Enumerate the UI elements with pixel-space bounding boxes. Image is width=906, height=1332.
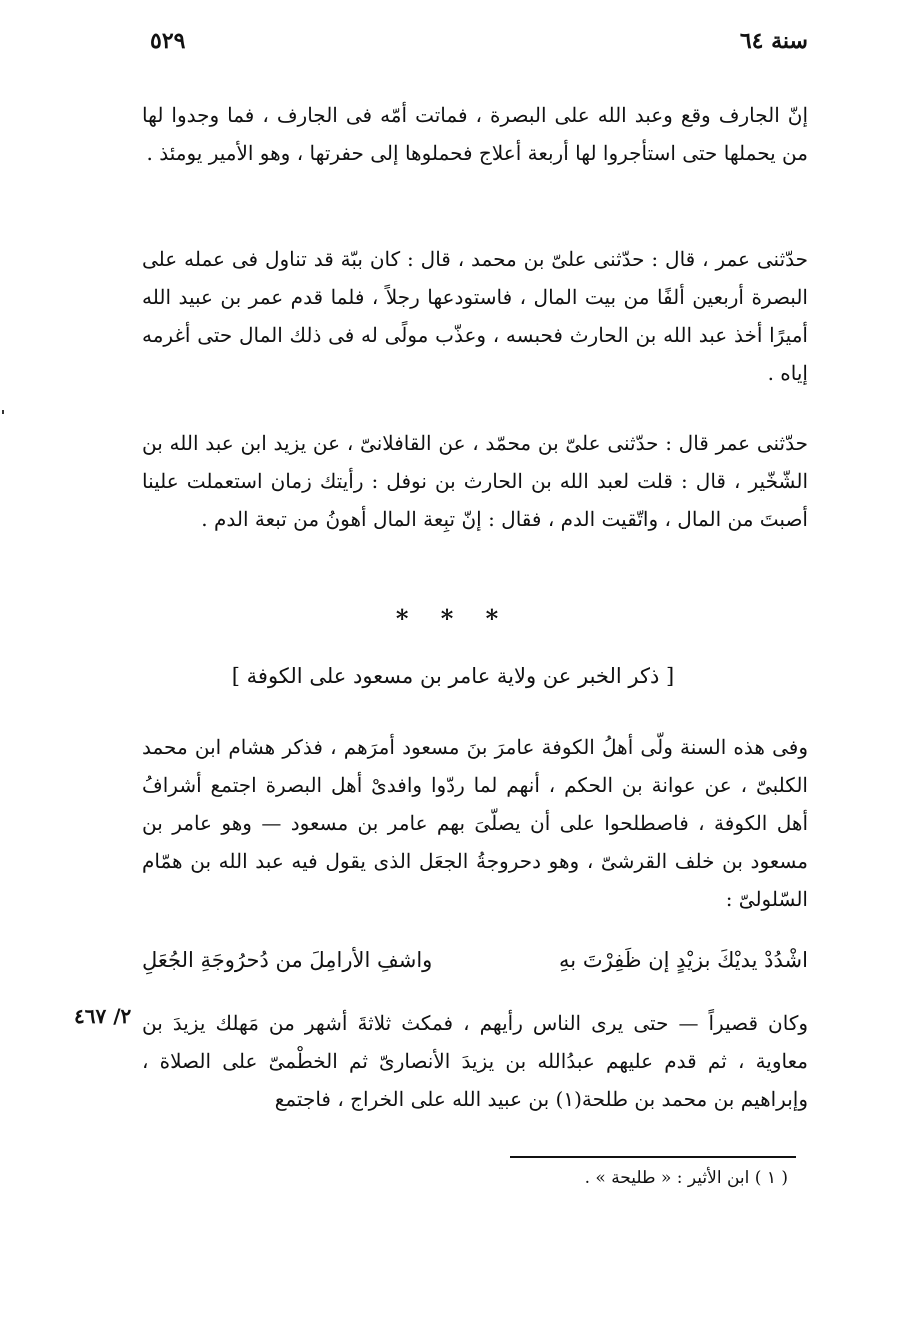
section-heading: [ ذكر الخبر عن ولاية عامر بن مسعود على الكوفة ]: [231, 664, 675, 688]
paragraph-2: حدّثنى عمر ، قال : حدّثنى علىّ بن محمد ، قال : كان ببّة قد تناول فى عمله على البصرة أربعين ألفًا من بيت المال ، فاستودعها رجلاً ، فلما قدم عمر بن عبيد الله أميرًا أخذ عبد الله بن الحارث فحبسه ، وعذّب مولًى له فى ذلك المال حتى أغرمه إياه .: [142, 247, 808, 385]
page-number: ٥٢٩: [150, 28, 186, 54]
paragraph-3: حدّثنى عمر قال : حدّثنى علىّ بن محمّد ، عن القافلانىّ ، عن يزيد ابن عبد الله بن الشّخّير ، قال : قلت لعبد الله بن الحارث بن نوفل : رأيتك زمان استعملت علينا أصبتَ من المال ، واتّقيت الدم ، فقال : إنّ تبِعة المال أهونُ من تبعة الدم .: [142, 431, 808, 531]
margin-reference: ٢/ ٤٦٧: [74, 1004, 132, 1028]
final-paragraph: وكان قصيراً — حتى يرى الناس رأيهم ، فمكث ثلاثةَ أشهر من مَهلك يزيدَ بن معاوية ، ثم قدم عليهم عبدُالله بن يزيدَ الأنصارىّ ثم الخطْمىّ على الصلاة ، وإبراهيم بن محمد بن طلحة(١) بن عبيد الله على الخراج ، فاجتمع: [142, 1011, 808, 1111]
running-head: سنة ٦٤: [739, 28, 808, 54]
footnote-rule: [510, 1156, 796, 1158]
section-paragraph: وفى هذه السنة ولّى أهلُ الكوفة عامرَ بنَ مسعود أمرَهم ، فذكر هشام ابن محمد الكلبىّ ، عن عوانة بن الحكم ، أنهم لما ردّوا وافدىْ أهل البصرة اجتمع أشرافُ أهل الكوفة ، فاصطلحوا على أن يصلّىَ بهم عامر بن مسعود — وهو عامر بن مسعود بن خلف القرشىّ ، وهو دحروجةُ الجعَل الذى يقول فيه عبد الله بن همّام السّلولىّ :: [142, 735, 808, 911]
footnote: ( ١ ) ابن الأثير : « طليحة » .: [584, 1168, 788, 1188]
verse-first-hemistich: اشْدُدْ يديْكَ بزيْدٍ إن ظَفِرْتَ بهِ: [559, 948, 808, 972]
verse-second-hemistich: واشفِ الأرامِلَ من دُحرُوجَةِ الجُعَلِ: [142, 948, 433, 972]
paragraph-1: إنّ الجارف وقع وعبد الله على البصرة ، فماتت أمّه فى الجارف ، فما وجدوا لها من يحملها حتى استأجروا لها أربعة أعلاج فحملوها إلى حفرتها ، وهو الأمير يومئذ .: [142, 103, 808, 165]
poetry-verse: [142, 948, 808, 988]
section-separator: * * *: [395, 604, 511, 633]
scan-mark: [2, 410, 4, 414]
